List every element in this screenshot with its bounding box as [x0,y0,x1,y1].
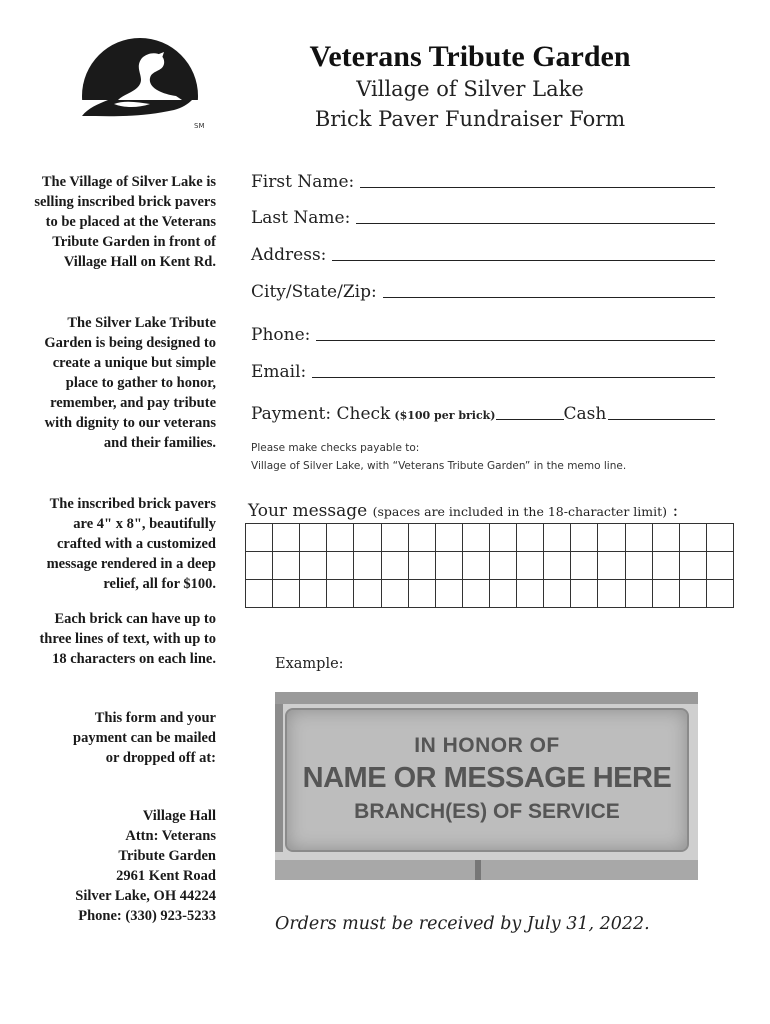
message-char-cell[interactable] [598,524,625,552]
message-char-cell[interactable] [571,552,598,580]
form-name: Brick Paver Fundraiser Form [314,107,626,131]
message-char-cell[interactable] [680,580,707,608]
message-char-cell[interactable] [300,524,327,552]
message-char-cell[interactable] [571,524,598,552]
payment-price: ($100 per brick) [394,409,496,422]
cash-label: Cash [563,404,607,424]
message-char-cell[interactable] [382,580,409,608]
sidebar-lines-info: Each brick can have up to three lines of text, with up to 18 characters on each line. [39,611,216,667]
example-brick-photo [275,692,698,880]
city-state-zip-label: City/State/Zip: [251,282,377,302]
example-brick [285,708,689,852]
brick-mortar-gap [475,860,481,880]
sidebar-address [30,806,216,926]
check-note-line-2: Village of Silver Lake, with “Veterans Tribute Garden” in the memo line. [251,460,627,472]
message-char-cell[interactable] [409,524,436,552]
message-char-cell[interactable] [382,552,409,580]
address-line: Silver Lake, OH 44224 [75,888,216,904]
message-char-cell[interactable] [544,524,571,552]
page-subtitle: Village of Silver Lake [356,77,584,101]
check-amount-line[interactable] [496,419,564,420]
message-char-cell[interactable] [382,524,409,552]
address-line: Attn: Veterans [125,828,216,844]
address-line: Tribute Garden [118,848,216,864]
swan-logo-icon [78,38,205,130]
phone-field[interactable] [251,325,715,345]
brick-line-1: IN HONOR OF [414,734,560,757]
message-char-cell[interactable] [707,580,734,608]
sidebar-mail-info: This form and your payment can be mailed or dropped off at: [73,710,216,766]
address-line: Village Hall [142,808,216,824]
message-char-cell[interactable] [571,580,598,608]
message-char-cell[interactable] [273,524,300,552]
last-name-input-line[interactable] [356,223,715,224]
message-char-cell[interactable] [463,580,490,608]
phone-label: Phone: [251,325,311,345]
message-char-cell[interactable] [680,552,707,580]
message-char-cell[interactable] [436,580,463,608]
message-char-cell[interactable] [517,524,544,552]
message-label [248,501,748,521]
message-char-cell[interactable] [354,552,381,580]
message-char-cell[interactable] [463,552,490,580]
brick-line-2: NAME OR MESSAGE HERE [302,762,672,794]
message-label-text: Your message [248,501,368,521]
cash-amount-line[interactable] [608,419,715,420]
message-char-cell[interactable] [409,552,436,580]
sidebar-purpose: The Silver Lake Tribute Garden is being designed to create a unique but simple place to gather to honor, remember, and pay tribute with dignity to our veterans and their families. [44,315,216,451]
message-char-cell[interactable] [707,524,734,552]
message-char-cell[interactable] [598,552,625,580]
message-char-cell[interactable] [544,552,571,580]
payment-field [251,404,715,424]
message-char-cell[interactable] [598,580,625,608]
phone-line: Phone: (330) 923-5233 [78,908,216,924]
email-input-line[interactable] [312,377,715,378]
message-char-cell[interactable] [327,580,354,608]
message-char-cell[interactable] [490,524,517,552]
message-char-cell[interactable] [246,524,273,552]
address-input-line[interactable] [332,260,715,261]
message-char-cell[interactable] [436,552,463,580]
message-char-cell[interactable] [490,580,517,608]
message-char-cell[interactable] [680,524,707,552]
city-state-zip-field[interactable] [251,282,715,302]
message-char-cell[interactable] [273,552,300,580]
brick-mortar-top [275,692,698,704]
message-char-cell[interactable] [354,524,381,552]
brick-line-3: BRANCH(ES) OF SERVICE [354,800,620,823]
message-char-cell[interactable] [246,580,273,608]
brick-mortar-bottom [275,860,698,880]
email-label: Email: [251,362,307,382]
page-title: Veterans Tribute Garden [309,40,631,73]
message-char-cell[interactable] [246,552,273,580]
message-char-cell[interactable] [327,524,354,552]
first-name-input-line[interactable] [360,187,715,188]
service-mark: SM [194,122,205,130]
last-name-label: Last Name: [251,208,351,228]
message-char-cell[interactable] [707,552,734,580]
message-char-cell[interactable] [626,524,653,552]
address-line: 2961 Kent Road [116,868,216,884]
last-name-field[interactable] [251,208,715,228]
message-char-cell[interactable] [273,580,300,608]
brick-mortar-left [275,704,283,852]
check-note-line-1: Please make checks payable to: [251,442,420,454]
message-char-cell[interactable] [653,580,680,608]
message-char-cell[interactable] [490,552,517,580]
address-label: Address: [251,245,327,265]
message-char-cell[interactable] [300,580,327,608]
check-note [251,439,721,475]
message-char-cell[interactable] [354,580,381,608]
deadline-note: Orders must be received by July 31, 2022. [275,914,650,934]
message-char-cell[interactable] [517,552,544,580]
message-character-grid[interactable] [245,523,734,608]
message-char-cell[interactable] [436,524,463,552]
sidebar-brick-info: The inscribed brick pavers are 4" x 8", beautifully crafted with a customized message rendered in a deep relief, all for $100. [46,496,216,592]
message-char-cell[interactable] [653,552,680,580]
message-char-cell[interactable] [463,524,490,552]
example-label: Example: [275,656,344,672]
message-char-cell[interactable] [653,524,680,552]
address-field[interactable] [251,245,715,265]
email-field[interactable] [251,362,715,382]
message-char-cell[interactable] [300,552,327,580]
message-char-cell[interactable] [327,552,354,580]
first-name-label: First Name: [251,172,355,192]
city-state-zip-input-line[interactable] [383,297,715,298]
message-char-cell[interactable] [409,580,436,608]
message-char-cell[interactable] [626,580,653,608]
message-char-cell[interactable] [517,580,544,608]
message-colon: : [672,501,679,521]
sidebar-intro: The Village of Silver Lake is selling inscribed brick pavers to be placed at the Veterans Tribute Garden in front of Village Hall on Kent Rd. [34,174,216,270]
message-char-cell[interactable] [544,580,571,608]
first-name-field[interactable] [251,172,715,192]
message-hint: (spaces are included in the 18-character limit) [372,504,668,519]
phone-input-line[interactable] [316,340,715,341]
payment-label: Payment: Check [251,404,391,424]
message-char-cell[interactable] [626,552,653,580]
